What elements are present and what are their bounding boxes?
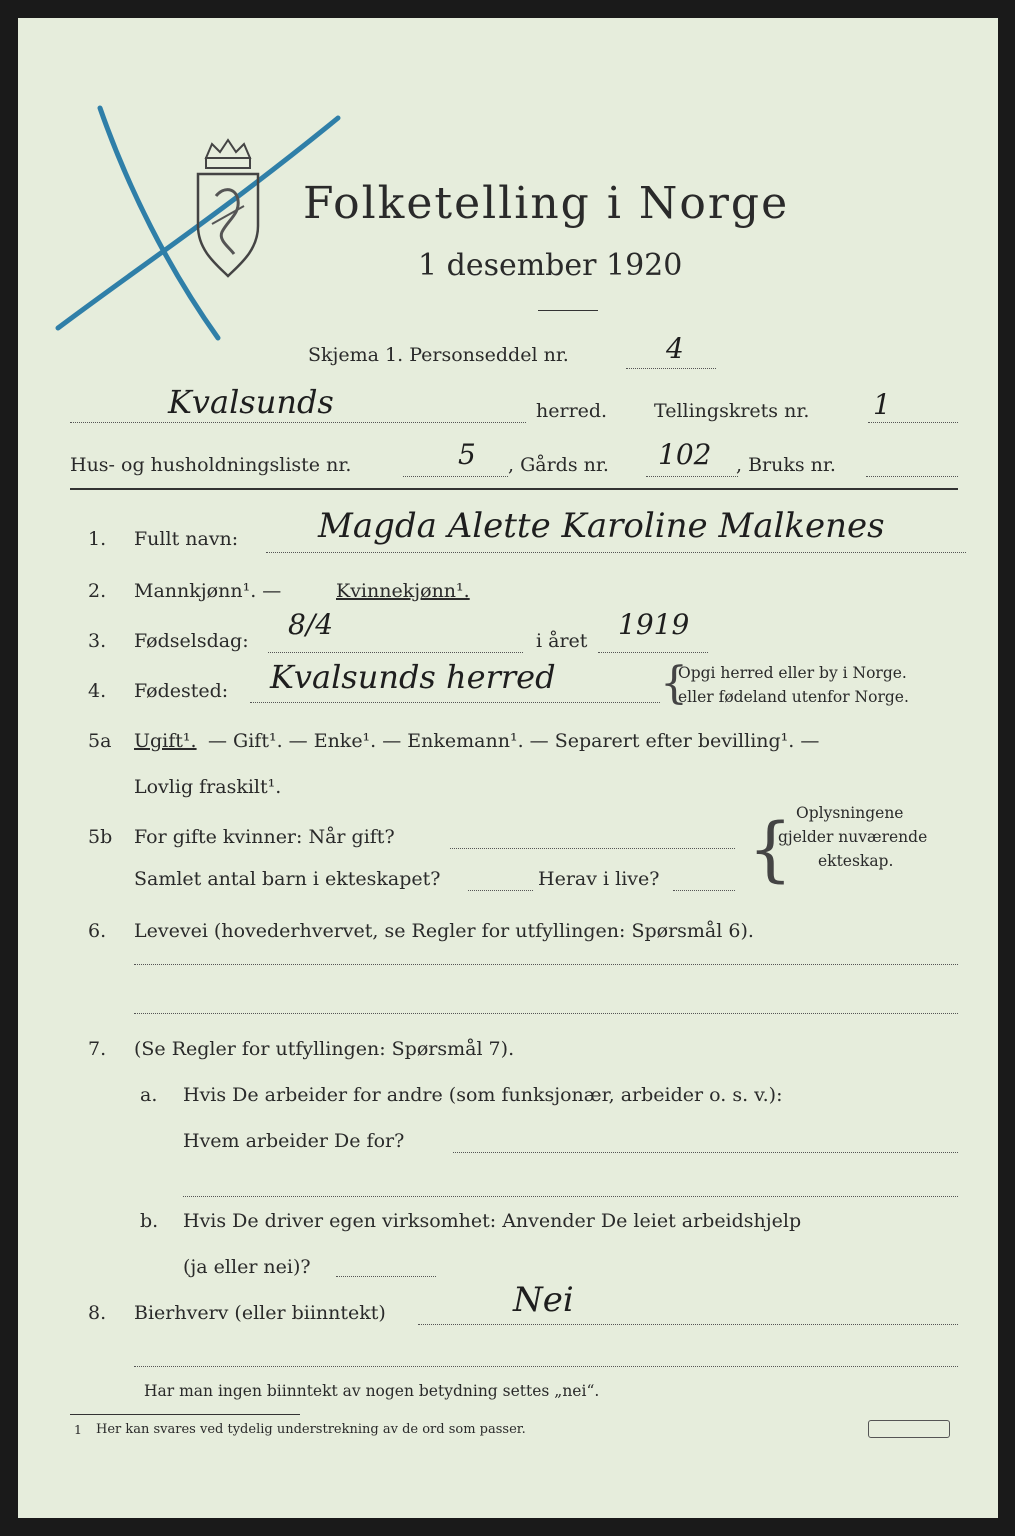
herred-label: herred. bbox=[536, 400, 608, 422]
gards-value: 102 bbox=[658, 438, 712, 471]
q4-label: Fødested: bbox=[134, 680, 229, 702]
person-number: 4 bbox=[666, 332, 684, 365]
q7a-letter: a. bbox=[140, 1084, 158, 1106]
birthplace-note-1: Opgi herred eller by i Norge. bbox=[678, 664, 907, 682]
q7-number: 7. bbox=[88, 1038, 107, 1060]
husliste-label: Hus- og husholdningsliste nr. bbox=[70, 454, 352, 476]
dotted-line bbox=[468, 890, 533, 891]
side-income-label: Bierhverv (eller biinntekt) bbox=[134, 1302, 386, 1324]
dotted-line bbox=[336, 1276, 436, 1277]
dotted-line bbox=[450, 848, 735, 849]
married-when-label: For gifte kvinner: Når gift? bbox=[134, 826, 395, 848]
dotted-line bbox=[134, 1366, 958, 1367]
children-label: Samlet antal barn i ekteskapet? bbox=[134, 868, 441, 890]
full-name-value: Magda Alette Karoline Malkenes bbox=[318, 506, 885, 546]
q5a-number: 5a bbox=[88, 730, 112, 752]
dotted-line bbox=[453, 1152, 958, 1153]
census-form bbox=[18, 18, 998, 1518]
q3-number: 3. bbox=[88, 630, 107, 652]
dotted-line bbox=[134, 1013, 958, 1014]
marital-option-divorced: Lovlig fraskilt¹. bbox=[134, 776, 282, 798]
no-income-note: Har man ingen biinntekt av nogen betydning settes „nei“. bbox=[144, 1382, 600, 1400]
marital-options: — Gift¹. — Enke¹. — Enkemann¹. — Separert efter bevilling¹. — bbox=[208, 730, 820, 752]
q7b-answer-label: (ja eller nei)? bbox=[183, 1256, 311, 1278]
marriage-note-3: ekteskap. bbox=[818, 852, 894, 870]
q6-number: 6. bbox=[88, 920, 107, 942]
gender-male: Mannkjønn¹. — bbox=[134, 580, 282, 602]
q5b-number: 5b bbox=[88, 826, 113, 848]
year-label: i året bbox=[536, 630, 588, 652]
side-income-value: Nei bbox=[513, 1280, 574, 1320]
q3-label: Fødselsdag: bbox=[134, 630, 249, 652]
census-date: 1 desember 1920 bbox=[418, 248, 683, 283]
dotted-line bbox=[646, 476, 738, 477]
birthplace-note-2: eller fødeland utenfor Norge. bbox=[678, 688, 909, 706]
marriage-note-2: gjelder nuværende bbox=[778, 828, 928, 846]
dotted-line bbox=[268, 652, 523, 653]
tellingskrets-label: Tellingskrets nr. bbox=[654, 400, 810, 422]
footnote-number: 1 bbox=[74, 1422, 82, 1437]
herred-value: Kvalsunds bbox=[168, 383, 334, 421]
q2-number: 2. bbox=[88, 580, 107, 602]
dotted-line bbox=[266, 552, 966, 553]
footnote-text: Her kan svares ved tydelig understrekning av de ord som passer. bbox=[96, 1422, 526, 1437]
dotted-line bbox=[418, 1324, 958, 1325]
dotted-line bbox=[250, 702, 660, 703]
bruks-label: , Bruks nr. bbox=[736, 454, 836, 476]
brace-icon: { bbox=[660, 658, 688, 709]
gards-label: , Gårds nr. bbox=[508, 454, 609, 476]
brace-icon: { bbox=[748, 808, 793, 890]
dotted-line bbox=[403, 476, 508, 477]
occupation-label: Levevei (hovederhvervet, se Regler for utfyllingen: Spørsmål 6). bbox=[134, 920, 754, 942]
q7b-text: Hvis De driver egen virksomhet: Anvender De leiet arbeidshjelp bbox=[183, 1210, 802, 1232]
birth-year-value: 1919 bbox=[618, 608, 690, 641]
blue-pencil-cross bbox=[18, 18, 998, 1518]
q7-label: (Se Regler for utfyllingen: Spørsmål 7). bbox=[134, 1038, 515, 1060]
dotted-line bbox=[673, 890, 735, 891]
dotted-line bbox=[598, 652, 708, 653]
alive-label: Herav i live? bbox=[538, 868, 660, 890]
q7b-letter: b. bbox=[140, 1210, 159, 1232]
marriage-note-1: Oplysningene bbox=[796, 804, 904, 822]
birthday-value: 8/4 bbox=[288, 608, 334, 641]
tellingskrets-value: 1 bbox=[873, 388, 891, 421]
q1-number: 1. bbox=[88, 528, 107, 550]
birthplace-value: Kvalsunds herred bbox=[270, 658, 556, 696]
marital-ugift-underlined: Ugift¹. bbox=[134, 730, 197, 752]
footnote-rule bbox=[70, 1414, 300, 1415]
dotted-line bbox=[868, 422, 958, 423]
q7a-employer-label: Hvem arbeider De for? bbox=[183, 1130, 405, 1152]
q7a-text: Hvis De arbeider for andre (som funksjonær, arbeider o. s. v.): bbox=[183, 1084, 783, 1106]
dotted-line bbox=[134, 964, 958, 965]
q4-number: 4. bbox=[88, 680, 107, 702]
gender-female-underlined: Kvinnekjønn¹. bbox=[336, 580, 470, 602]
divider bbox=[538, 310, 598, 311]
q8-number: 8. bbox=[88, 1302, 107, 1324]
dotted-line bbox=[183, 1196, 958, 1197]
husliste-value: 5 bbox=[458, 438, 476, 471]
dotted-line bbox=[626, 368, 716, 369]
schema-label: Skjema 1. Personseddel nr. bbox=[308, 344, 569, 366]
printer-stamp bbox=[868, 1420, 950, 1438]
coat-of-arms-icon bbox=[188, 136, 268, 286]
dotted-line bbox=[866, 476, 958, 477]
section-rule bbox=[70, 488, 958, 490]
form-title: Folketelling i Norge bbox=[303, 178, 790, 229]
dotted-line bbox=[70, 422, 526, 423]
q1-label: Fullt navn: bbox=[134, 528, 239, 550]
